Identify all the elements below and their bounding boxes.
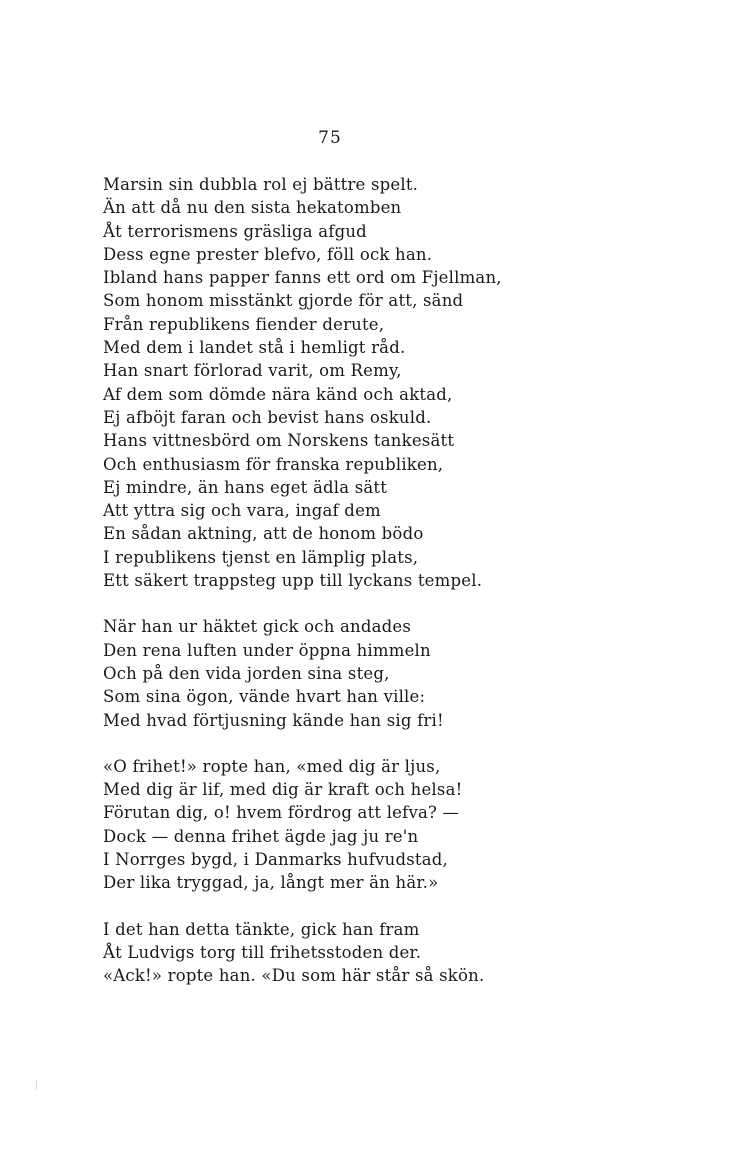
poem-line: I det han detta tänkte, gick han fram bbox=[103, 919, 420, 939]
poem-line: Åt Ludvigs torg till frihetsstoden der. bbox=[103, 942, 422, 962]
poem-line: Med hvad förtjusning kände han sig fri! bbox=[103, 710, 444, 730]
poem-line: Han snart förlorad varit, om Remy, bbox=[103, 361, 402, 381]
poem-line: Dock — denna frihet ägde jag ju re'n bbox=[103, 826, 419, 846]
margin-mark bbox=[36, 1080, 37, 1090]
poem-line: Ibland hans papper fanns ett ord om Fjellman, bbox=[103, 268, 502, 288]
poem-line: Den rena luften under öppna himmeln bbox=[103, 640, 431, 660]
poem-line: Marsin sin dubbla rol ej bättre spelt. bbox=[103, 175, 419, 194]
poem-line: I Norrges bygd, i Danmarks hufvudstad, bbox=[103, 850, 448, 870]
poem-line: Än att då nu den sista hekatomben bbox=[103, 198, 402, 218]
poem-line: En sådan aktning, att de honom bödo bbox=[103, 524, 424, 544]
stanza bbox=[103, 173, 563, 592]
poem-line: Dess egne prester blefvo, föll ock han. bbox=[103, 244, 433, 264]
poem-text bbox=[103, 173, 563, 988]
poem-line: När han ur häktet gick och andades bbox=[103, 617, 412, 637]
poem-line: Som honom misstänkt gjorde för att, sänd bbox=[103, 291, 464, 311]
poem-line: Från republikens fiender derute, bbox=[103, 314, 385, 334]
poem-line: Och på den vida jorden sina steg, bbox=[103, 663, 390, 683]
page-number: 75 bbox=[318, 128, 342, 148]
poem-line: Hans vittnesbörd om Norskens tankesätt bbox=[103, 431, 455, 451]
poem-line: I republikens tjenst en lämplig plats, bbox=[103, 547, 419, 567]
poem-line: Att yttra sig och vara, ingaf dem bbox=[103, 501, 381, 521]
poem-line: Med dem i landet stå i hemligt råd. bbox=[103, 338, 406, 358]
poem-line: «O frihet!» ropte han, «med dig är ljus, bbox=[103, 756, 441, 776]
poem-line: Som sina ögon, vände hvart han ville: bbox=[103, 687, 426, 707]
poem-line: Af dem som dömde nära känd och aktad, bbox=[103, 384, 453, 404]
stanza bbox=[103, 918, 563, 988]
poem-line: Förutan dig, o! hvem fördrog att lefva? — bbox=[103, 803, 460, 823]
poem-line: Och enthusiasm för franska republiken, bbox=[103, 454, 444, 474]
poem-line: Med dig är lif, med dig är kraft och helsa! bbox=[103, 780, 463, 800]
stanza bbox=[103, 755, 563, 895]
poem-line: Ej afböjt faran och bevist hans oskuld. bbox=[103, 407, 432, 427]
stanza bbox=[103, 615, 563, 731]
poem-line: Åt terrorismens gräsliga afgud bbox=[103, 221, 367, 241]
poem-line: Der lika tryggad, ja, långt mer än här.» bbox=[103, 873, 439, 893]
poem-line: Ett säkert trappsteg upp till lyckans tempel. bbox=[103, 571, 483, 591]
poem-line: Ej mindre, än hans eget ädla sätt bbox=[103, 477, 388, 497]
poem-line: «Ack!» ropte han. «Du som här står så skön. bbox=[103, 966, 485, 986]
